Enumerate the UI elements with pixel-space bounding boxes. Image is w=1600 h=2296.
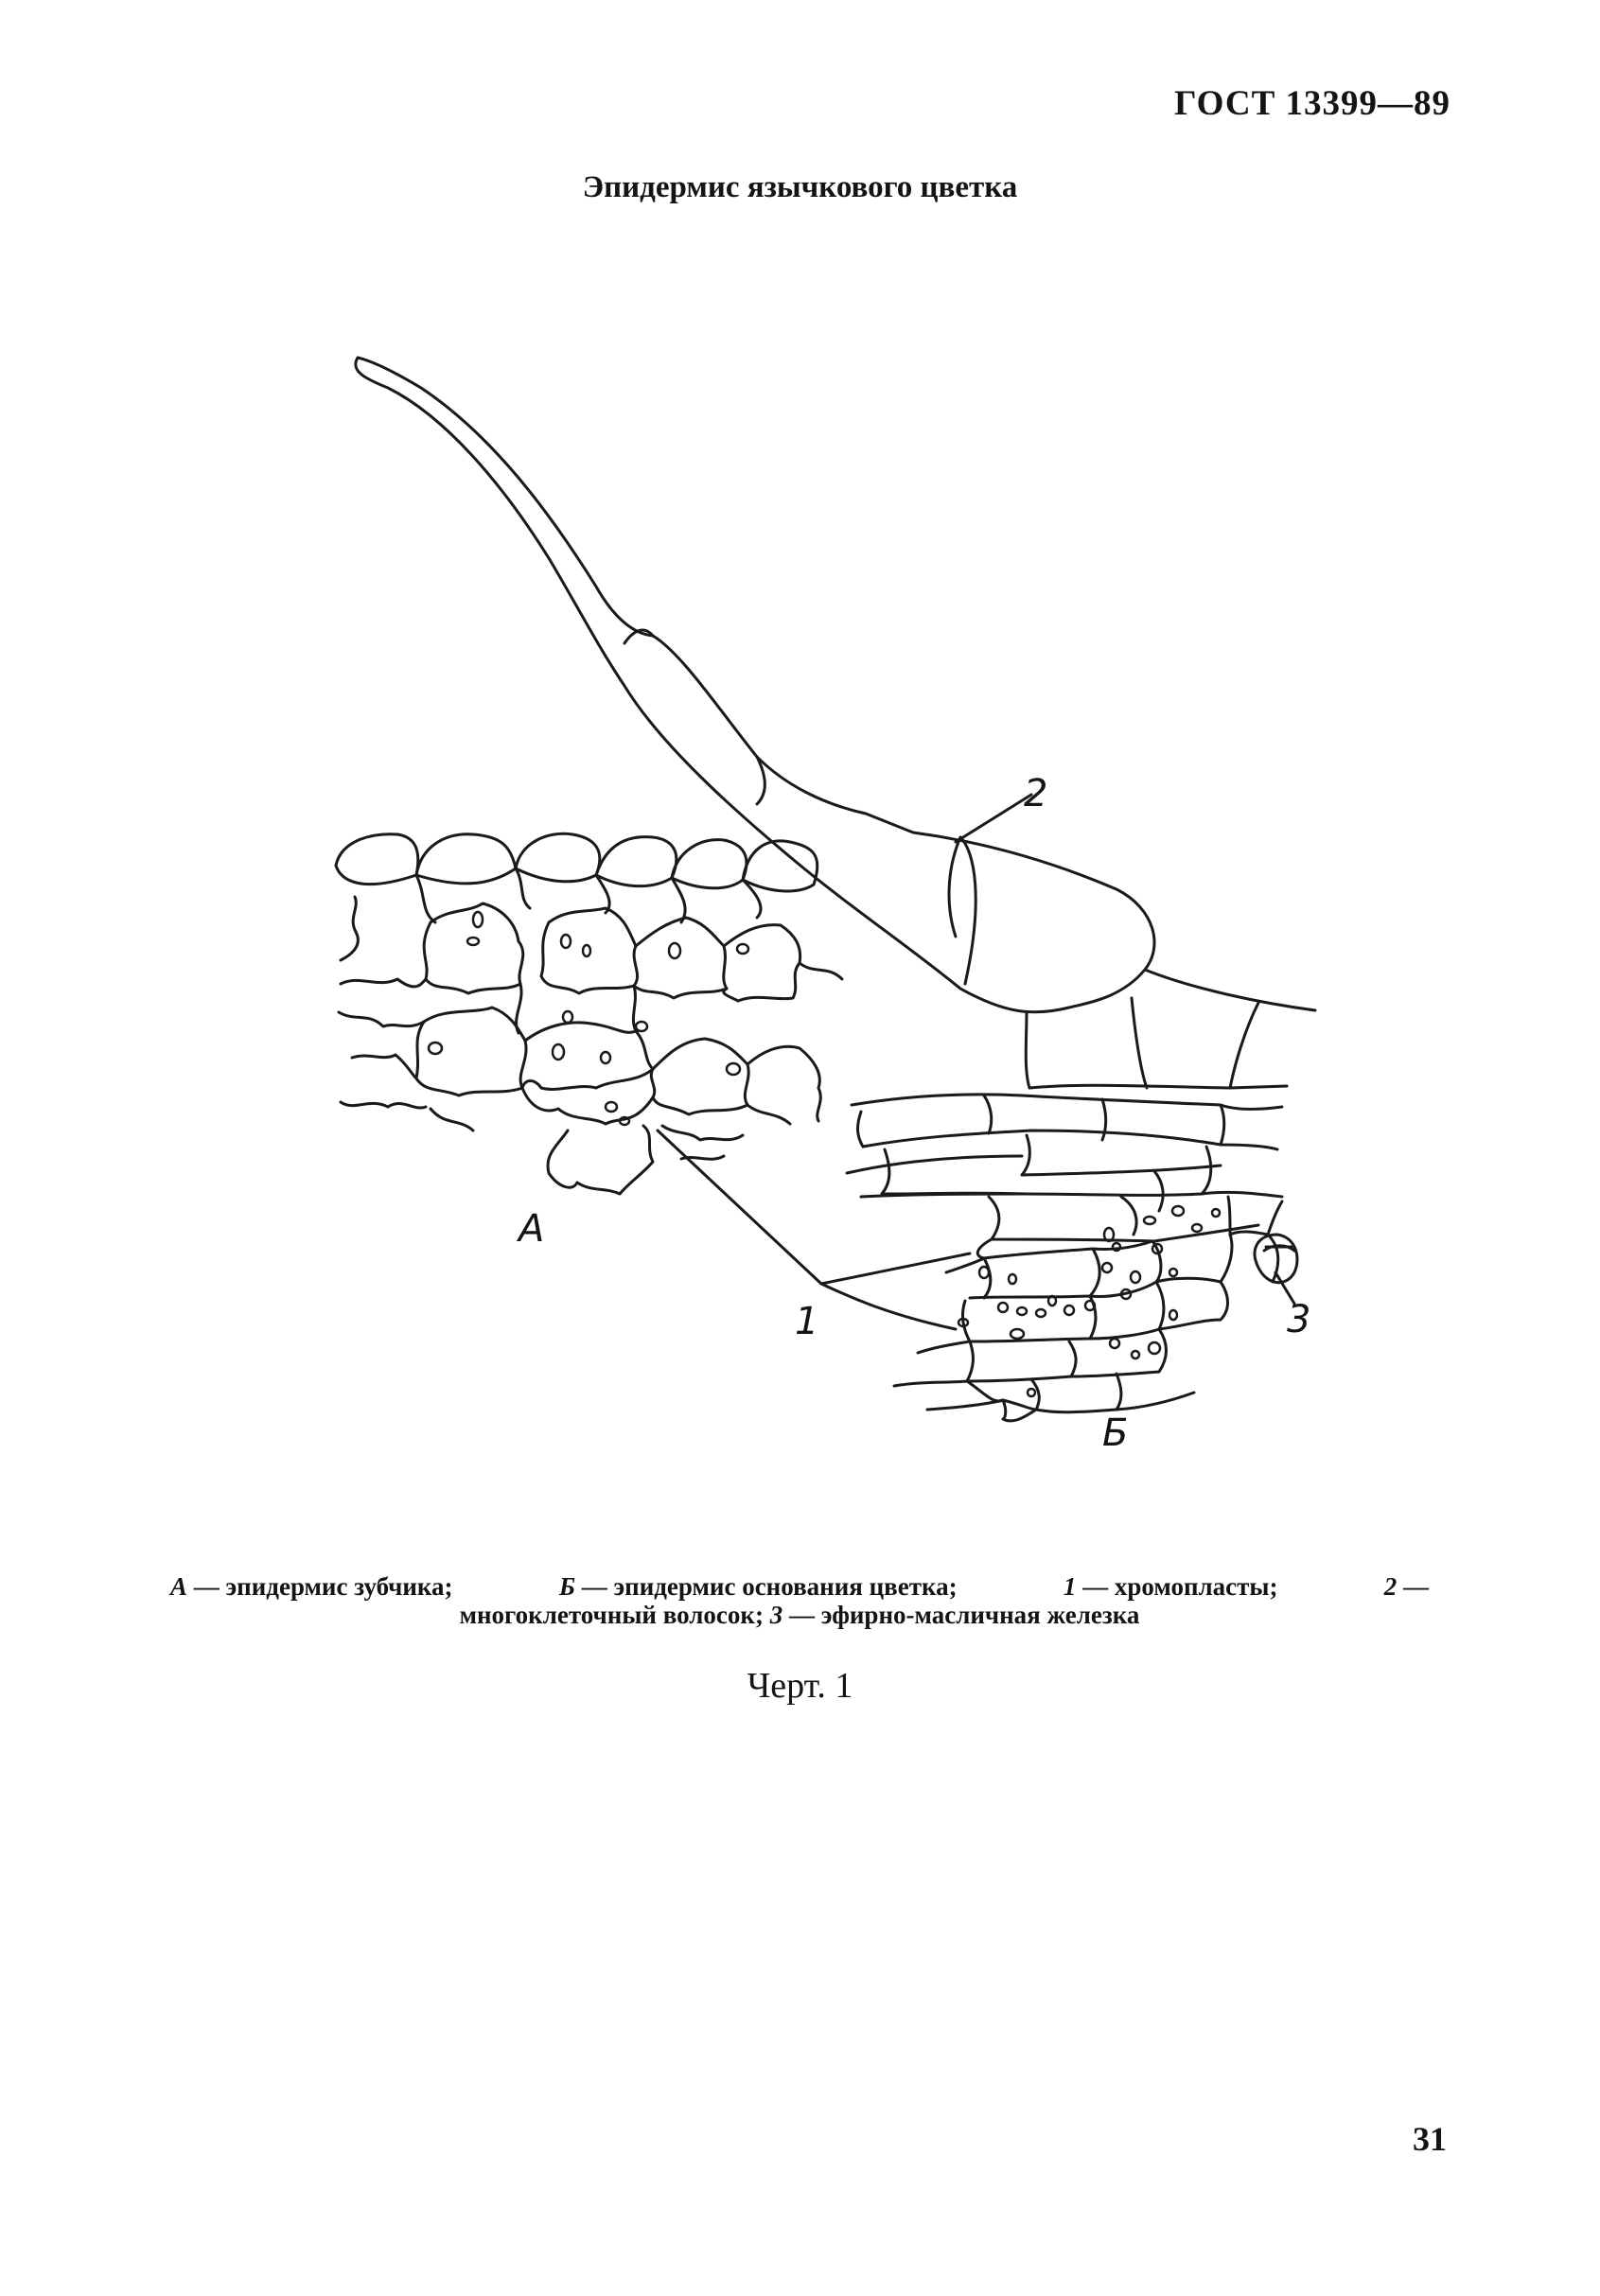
page-title: Эпидермис язычкового цветка: [582, 170, 1018, 204]
caption-2: 2 —: [1383, 1572, 1429, 1601]
hair-base-cells: [1026, 970, 1315, 1088]
figure-caption: [170, 1572, 1429, 1629]
caption-line-1: [170, 1572, 1429, 1601]
epidermis-b-plastids: [958, 1206, 1220, 1396]
gland-inner: [1264, 1246, 1294, 1251]
caption-1: 1 — хромопласты;: [1063, 1572, 1278, 1601]
epidermis-a-cells: [336, 833, 842, 1194]
leader-line-2: [956, 795, 1031, 842]
document-code: ГОСТ 13399—89: [1174, 84, 1451, 123]
page-number: 31: [1413, 2120, 1447, 2158]
hair-septum-1: [624, 630, 653, 643]
caption-a: А — эпидермис зубчика;: [170, 1572, 453, 1601]
epidermis-b-cells: [847, 1095, 1297, 1421]
label-a: А: [519, 1207, 545, 1251]
drawing-number: Черт. 1: [747, 1666, 853, 1706]
hair-septum-4: [960, 837, 976, 984]
hair-septum-3: [949, 837, 960, 937]
caption-line-2: многоклеточный волосок; 3 — эфирно-масличная железка: [459, 1601, 1140, 1629]
leader-line-1c: [821, 1284, 956, 1329]
label-b: Б: [1102, 1411, 1129, 1455]
label-1: 1: [795, 1300, 819, 1343]
label-2: 2: [1024, 772, 1048, 815]
leader-line-1b: [821, 1253, 970, 1284]
caption-b: Б — эпидермис основания цветка;: [558, 1572, 958, 1601]
leader-line-1a: [658, 1130, 821, 1284]
label-3: 3: [1287, 1298, 1311, 1341]
